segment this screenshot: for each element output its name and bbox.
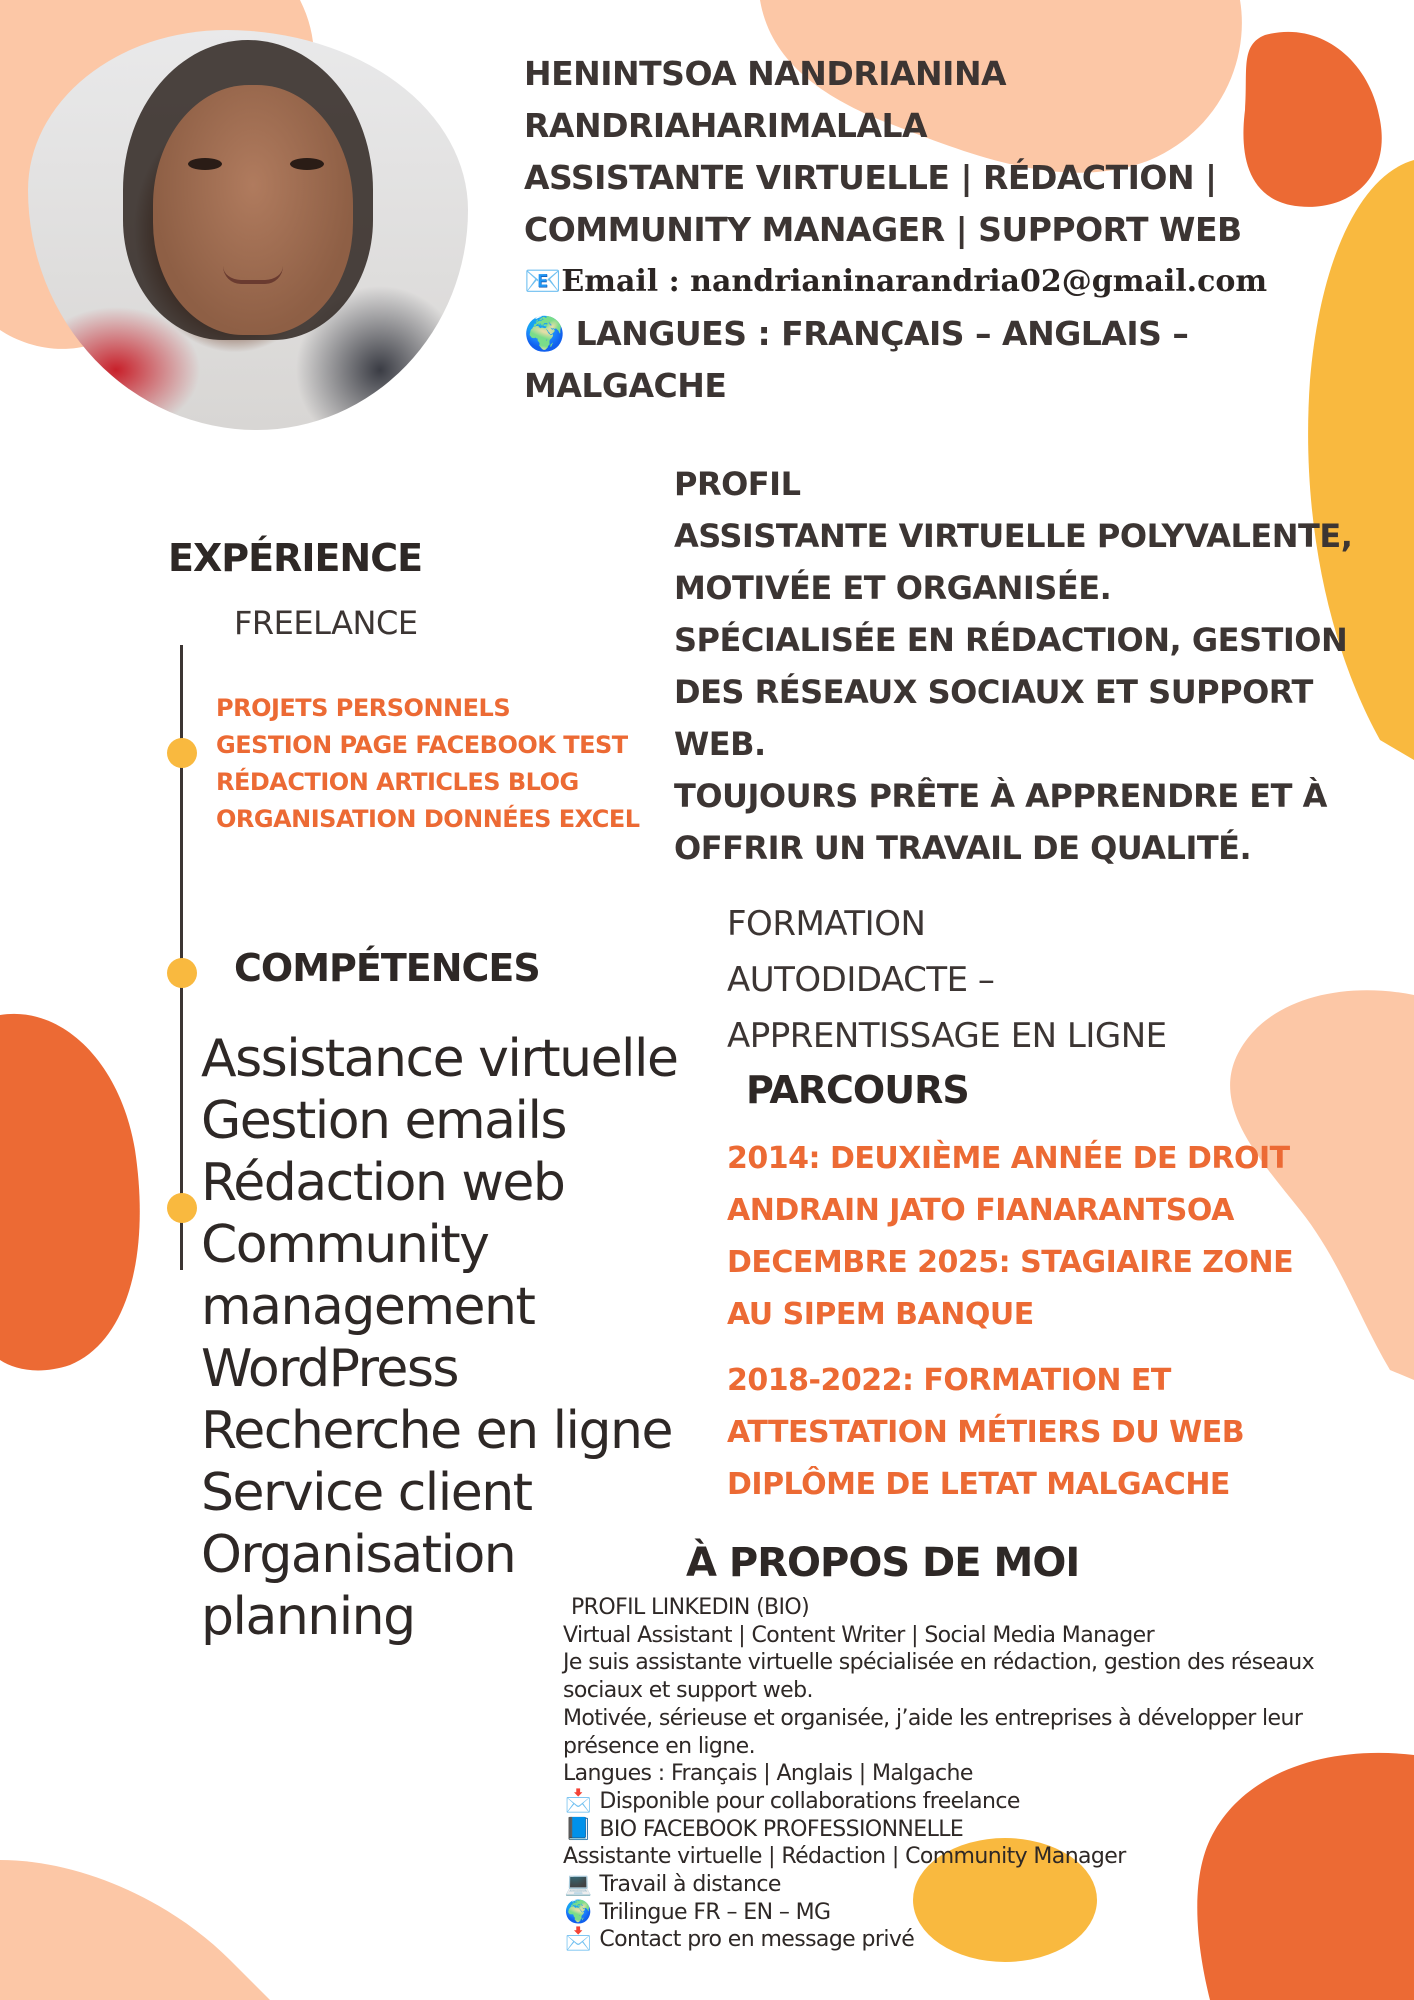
remote-text: Travail à distance <box>599 1872 781 1898</box>
facebook-bio-line: Assistante virtuelle | Rédaction | Community Manager <box>563 1844 1126 1870</box>
parcours-heading: PARCOURS <box>746 1068 969 1112</box>
trilingual-text: Trilingue FR – EN – MG <box>599 1899 831 1925</box>
experience-item: ORGANISATION DONNÉES EXCEL <box>216 805 640 833</box>
parcours-block-1 <box>727 1133 1293 1341</box>
experience-subheading: FREELANCE <box>234 604 418 642</box>
photo-mouth <box>223 266 283 284</box>
orange-blob-left <box>0 1014 140 1371</box>
skill-item: Assistance virtuelle <box>201 1029 678 1089</box>
skill-item: Community <box>201 1215 489 1275</box>
profile-line: ASSISTANTE VIRTUELLE POLYVALENTE, <box>674 517 1353 555</box>
experience-item: PROJETS PERSONNELS <box>216 694 511 722</box>
skill-item: Service client <box>201 1463 532 1523</box>
facebook-label-line <box>563 1816 1314 1844</box>
skill-item: management <box>201 1277 535 1337</box>
name-line-2: RANDRIAHARIMALALA <box>524 106 928 145</box>
skill-item: Recherche en ligne <box>201 1401 672 1461</box>
about-line: présence en ligne. <box>563 1733 755 1759</box>
profile-heading: PROFIL <box>674 465 801 503</box>
freelance-text: Disponible pour collaborations freelance <box>599 1788 1020 1814</box>
skill-item: WordPress <box>201 1339 459 1399</box>
envelope-arrow-icon: 📩 <box>564 1927 592 1953</box>
contact-text: Contact pro en message privé <box>599 1927 915 1953</box>
about-block <box>563 1594 1314 1954</box>
job-title-line-2: COMMUNITY MANAGER | SUPPORT WEB <box>524 210 1242 249</box>
email-icon: 📧 <box>524 264 562 299</box>
photo-face <box>153 85 353 335</box>
formation-heading: FORMATION <box>727 904 926 944</box>
profile-line: SPÉCIALISÉE EN RÉDACTION, GESTION <box>674 621 1348 659</box>
parcours-line: DECEMBRE 2025: STAGIAIRE ZONE <box>727 1245 1294 1280</box>
formation-section <box>727 896 1167 1064</box>
parcours-line: 2014: DEUXIÈME ANNÉE DE DROIT <box>727 1141 1290 1176</box>
about-line: Langues : Français | Anglais | Malgache <box>563 1761 973 1787</box>
envelope-arrow-icon: 📩 <box>564 1788 592 1814</box>
timeline-dot-skills <box>167 958 197 988</box>
formation-line: AUTODIDACTE – <box>727 960 995 1000</box>
profile-section <box>674 458 1352 874</box>
profile-line: WEB. <box>674 725 766 763</box>
about-line: sociaux et support web. <box>563 1678 813 1704</box>
about-line: Je suis assistante virtuelle spécialisée en rédaction, gestion des réseaux <box>563 1650 1315 1676</box>
laptop-icon: 💻 <box>564 1872 592 1898</box>
parcours-line: DIPLÔME DE LETAT MALGACHE <box>727 1467 1230 1502</box>
parcours-line: ATTESTATION MÉTIERS DU WEB <box>727 1415 1245 1450</box>
freelance-line <box>563 1788 1314 1816</box>
formation-line: APPRENTISSAGE EN LIGNE <box>727 1016 1167 1056</box>
about-line: Virtual Assistant | Content Writer | Social Media Manager <box>563 1622 1155 1648</box>
peach-blob-bottom-left <box>0 1860 270 2000</box>
experience-items <box>216 690 640 838</box>
remote-line <box>563 1871 1314 1899</box>
about-heading: À PROPOS DE MOI <box>686 1540 1080 1586</box>
globe-icon: 🌍 <box>564 1899 592 1925</box>
skills-list <box>201 1028 677 1648</box>
timeline-dot-experience <box>167 738 197 768</box>
parcours-line: ANDRAIN JATO FIANARANTSOA <box>727 1193 1234 1228</box>
header-block <box>524 48 1267 412</box>
email-line <box>524 256 1267 308</box>
globe-icon: 🌍 <box>524 314 565 353</box>
name-line-1: HENINTSOA NANDRIANINA <box>524 54 1007 93</box>
languages-line-1 <box>524 308 1267 360</box>
parcours-line: AU SIPEM BANQUE <box>727 1297 1034 1332</box>
trilingual-line <box>563 1899 1314 1927</box>
contact-line <box>563 1926 1314 1954</box>
photo-eye-right <box>290 158 324 170</box>
experience-item: GESTION PAGE FACEBOOK TEST <box>216 731 628 759</box>
about-line: Motivée, sérieuse et organisée, j’aide les entreprises à développer leur <box>563 1705 1303 1731</box>
profile-line: OFFRIR UN TRAVAIL DE QUALITÉ. <box>674 829 1252 867</box>
job-title-line-1: ASSISTANTE VIRTUELLE | RÉDACTION | <box>524 158 1217 197</box>
languages-line-2: MALGACHE <box>524 366 727 405</box>
languages-text: LANGUES : FRANÇAIS – ANGLAIS – <box>575 314 1189 353</box>
experience-heading: EXPÉRIENCE <box>168 536 423 580</box>
parcours-line: 2018-2022: FORMATION ET <box>727 1363 1171 1398</box>
experience-item: RÉDACTION ARTICLES BLOG <box>216 768 579 796</box>
skill-item: planning <box>201 1587 415 1647</box>
skill-item: Organisation <box>201 1525 516 1585</box>
photo-eye-left <box>188 158 222 170</box>
blue-book-icon: 📘 <box>564 1816 592 1842</box>
facebook-label: BIO FACEBOOK PROFESSIONNELLE <box>599 1816 964 1842</box>
profile-line: DES RÉSEAUX SOCIAUX ET SUPPORT <box>674 673 1313 711</box>
skills-heading: COMPÉTENCES <box>234 946 540 990</box>
profile-line: MOTIVÉE ET ORGANISÉE. <box>674 569 1112 607</box>
timeline-dot-skills-2 <box>167 1193 197 1223</box>
email-text: Email : nandrianinarandria02@gmail.com <box>561 264 1268 299</box>
parcours-block-2 <box>727 1355 1244 1511</box>
linkedin-label: PROFIL LINKEDIN (BIO) <box>571 1595 810 1620</box>
skill-item: Rédaction web <box>201 1153 565 1213</box>
profile-line: TOUJOURS PRÊTE À APPRENDRE ET À <box>674 777 1327 815</box>
skill-item: Gestion emails <box>201 1091 567 1151</box>
